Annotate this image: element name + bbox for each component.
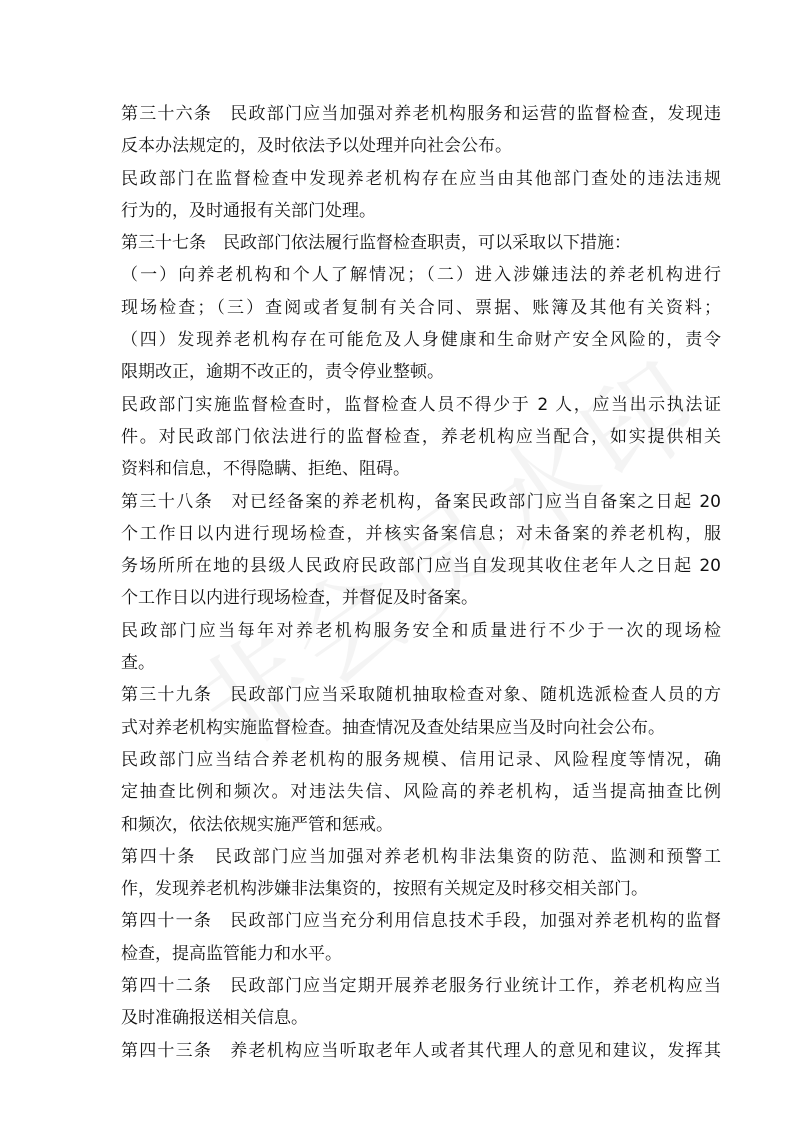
text-line: 第三十九条 民政部门应当采取随机抽取检查对象、随机选派检查人员的方 <box>121 685 721 706</box>
text-line: 第三十七条 民政部门依法履行监督检查职责，可以采取以下措施： <box>121 233 631 254</box>
text-line: 第四十三条 养老机构应当听取老年人或者其代理人的意见和建议，发挥其 <box>121 1040 721 1061</box>
text-line: 件。对民政部门依法进行的监督检查，养老机构应当配合，如实提供相关 <box>121 426 721 447</box>
text-line: （四）发现养老机构存在可能危及人身健康和生命财产安全风险的，责令 <box>121 330 721 351</box>
text-line: 查。 <box>121 653 155 674</box>
text-line: 第三十六条 民政部门应当加强对养老机构服务和运营的监督检查，发现违 <box>121 104 721 124</box>
text-line: 第四十一条 民政部门应当充分利用信息技术手段，加强对养老机构的监督 <box>121 911 721 932</box>
text-line: 作，发现养老机构涉嫌非法集资的，按照有关规定及时移交相关部门。 <box>121 879 648 900</box>
text-line: 务场所所在地的县级人民政府民政部门应当自发现其收住老年人之日起 20 <box>121 556 721 577</box>
text-line: 式对养老机构实施监督检查。抽查情况及查处结果应当及时向社会公布。 <box>121 717 665 738</box>
text-line: 限期改正，逾期不改正的，责令停业整顿。 <box>121 362 444 383</box>
text-line: 第四十条 民政部门应当加强对养老机构非法集资的防范、监测和预警工 <box>121 846 721 867</box>
text-line: 个工作日以内进行现场检查，并督促及时备案。 <box>121 588 478 609</box>
text-line: 民政部门实施监督检查时，监督检查人员不得少于 2 人，应当出示执法证 <box>121 394 721 415</box>
text-line: 及时准确报送相关信息。 <box>121 1008 308 1029</box>
document-page <box>121 98 721 1067</box>
text-line: 民政部门应当结合养老机构的服务规模、信用记录、风险程度等情况，确 <box>121 749 721 770</box>
text-line: 和频次，依法依规实施严管和惩戒。 <box>121 814 393 835</box>
text-line: 反本办法规定的，及时依法予以处理并向社会公布。 <box>121 136 512 157</box>
text-line: 检查，提高监管能力和水平。 <box>121 943 342 964</box>
text-line: 个工作日以内进行现场检查，并核实备案信息；对未备案的养老机构，服 <box>121 523 721 544</box>
text-line: 现场检查；（三）查阅或者复制有关合同、票据、账簿及其他有关资料； <box>121 297 721 318</box>
text-line: 民政部门在监督检查中发现养老机构存在应当由其他部门查处的违法违规 <box>121 168 721 189</box>
text-line: （一）向养老机构和个人了解情况；（二）进入涉嫌违法的养老机构进行 <box>121 265 721 286</box>
text-line: 定抽查比例和频次。对违法失信、风险高的养老机构，适当提高抽查比例 <box>121 782 721 803</box>
text-line: 第四十二条 民政部门应当定期开展养老服务行业统计工作，养老机构应当 <box>121 976 721 997</box>
text-line: 民政部门应当每年对养老机构服务安全和质量进行不少于一次的现场检 <box>121 620 721 641</box>
text-line: 资料和信息，不得隐瞒、拒绝、阻碍。 <box>121 459 410 480</box>
text-line: 第三十八条 对已经备案的养老机构，备案民政部门应当自备案之日起 20 <box>121 491 721 512</box>
text-line: 行为的，及时通报有关部门处理。 <box>121 200 376 221</box>
